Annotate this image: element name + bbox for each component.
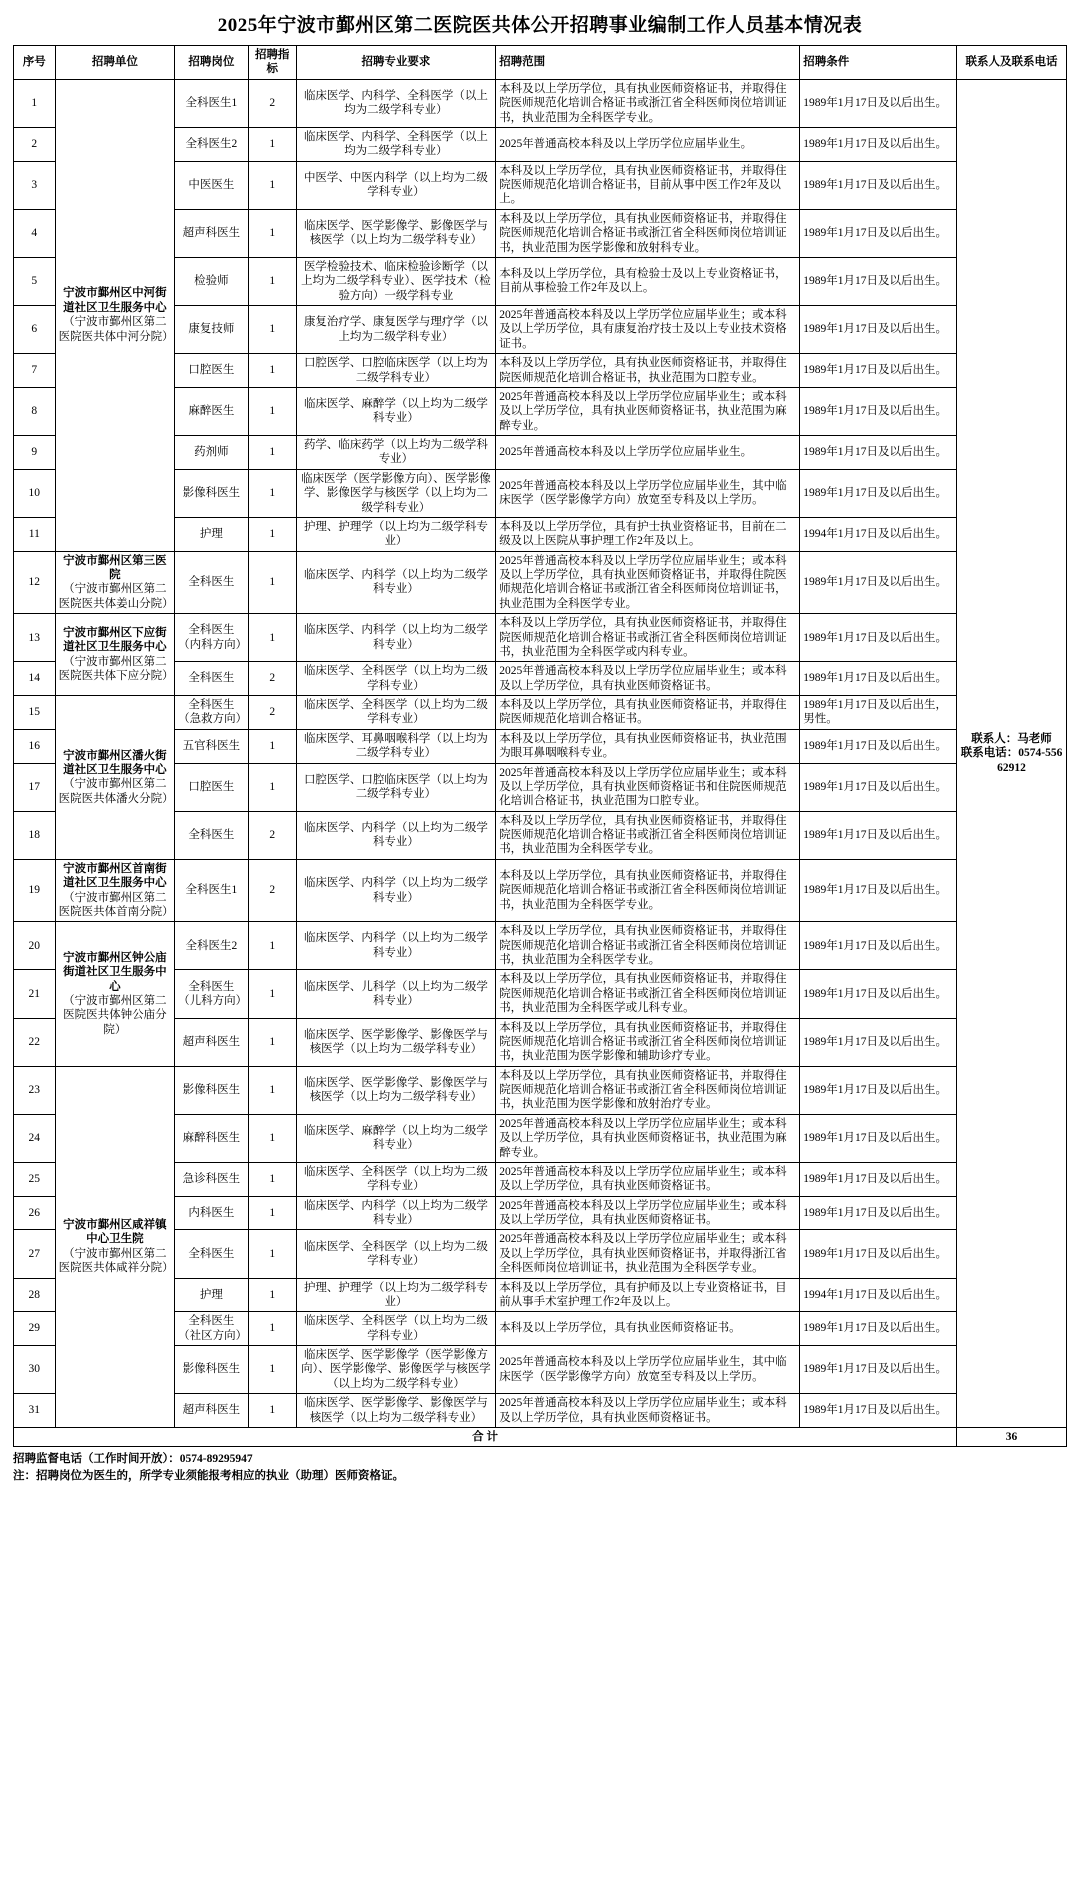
- cell-major: 临床医学、全科医学（以上均为二级学科专业）: [296, 1230, 496, 1278]
- cell-unit: [55, 922, 174, 1066]
- cell-scope: 2025年普通高校本科及以上学历学位应届毕业生；或本科及以上学历学位，具有执业医师资格证书。: [496, 1162, 800, 1196]
- cell-condition: 1989年1月17日及以后出生。: [800, 1018, 957, 1066]
- cell-post: 全科医生1: [175, 859, 249, 922]
- cell-seq: 14: [14, 662, 56, 696]
- cell-seq: 4: [14, 209, 56, 257]
- cell-num: 1: [248, 614, 296, 662]
- cell-seq: 27: [14, 1230, 56, 1278]
- cell-major: 临床医学、内科学（以上均为二级学科专业）: [296, 811, 496, 859]
- contact-line: 联系人：马老师: [971, 732, 1052, 745]
- cell-seq: 3: [14, 161, 56, 209]
- unit-sub-name: （宁波市鄞州区第二医院医共体中河分院）: [58, 316, 174, 343]
- cell-scope: 本科及以上学历学位，具有执业医师资格证书。: [496, 1312, 800, 1346]
- cell-major: 临床医学、儿科学（以上均为二级学科专业）: [296, 970, 496, 1018]
- cell-post: 全科医生2: [175, 127, 249, 161]
- cell-num: 1: [248, 306, 296, 354]
- cell-condition: 1989年1月17日及以后出生。: [800, 1162, 957, 1196]
- cell-scope: 本科及以上学历学位，具有执业医师资格证书，并取得住院医师规范化培训合格证书或浙江省全科医师岗位培训证书，执业范围为全科医学专业。: [496, 859, 800, 922]
- unit-sub-name: （宁波市鄞州区第二医院医共体姜山分院）: [58, 583, 174, 610]
- header-contact: 联系人及联系电话: [957, 46, 1067, 80]
- cell-major: 临床医学、医学影像学、影像医学与核医学（以上均为二级学科专业）: [296, 1066, 496, 1114]
- cell-post: 全科医生: [175, 811, 249, 859]
- cell-seq: 18: [14, 811, 56, 859]
- cell-scope: 本科及以上学历学位，具有执业医师资格证书，并取得住院医师规范化培训合格证书或浙江省全科医师岗位培训证书，执业范围为全科医学或儿科专业。: [496, 970, 800, 1018]
- cell-post: 急诊科医生: [175, 1162, 249, 1196]
- table-row: [14, 551, 1067, 614]
- cell-condition: 1989年1月17日及以后出生。: [800, 436, 957, 470]
- cell-seq: 30: [14, 1346, 56, 1394]
- cell-major: 临床医学、内科学（以上均为二级学科专业）: [296, 859, 496, 922]
- header-row: [14, 46, 1067, 80]
- cell-unit: [55, 696, 174, 860]
- unit-sub-name: （宁波市鄞州区第二医院医共体下应分院）: [58, 655, 174, 682]
- cell-post: 全科医生（急救方向）: [175, 696, 249, 730]
- cell-post: 护理: [175, 517, 249, 551]
- unit-name: 宁波市鄞州区首南街道社区卫生服务中心: [63, 862, 167, 890]
- cell-num: 1: [248, 517, 296, 551]
- cell-num: 2: [248, 859, 296, 922]
- cell-major: 康复治疗学、康复医学与理疗学（以上均为二级学科专业）: [296, 306, 496, 354]
- cell-num: 1: [248, 209, 296, 257]
- table-row: [14, 1066, 1067, 1114]
- cell-scope: 2025年普通高校本科及以上学历学位应届毕业生。: [496, 127, 800, 161]
- cell-major: 临床医学、内科学（以上均为二级学科专业）: [296, 1196, 496, 1230]
- cell-condition: 1989年1月17日及以后出生。: [800, 859, 957, 922]
- cell-post: 检验师: [175, 257, 249, 305]
- cell-num: 1: [248, 1162, 296, 1196]
- cell-post: 全科医生2: [175, 922, 249, 970]
- cell-condition: 1989年1月17日及以后出生。: [800, 614, 957, 662]
- cell-major: 临床医学、医学影像学（医学影像方向）、医学影像学、影像医学与核医学（以上均为二级学科专业）: [296, 1346, 496, 1394]
- cell-seq: 2: [14, 127, 56, 161]
- unit-sub-name: （宁波市鄞州区第二医院医共体潘火分院）: [58, 778, 174, 805]
- cell-scope: 本科及以上学历学位，具有执业医师资格证书，并取得住院医师规范化培训合格证书或浙江省全科医师岗位培训证书，执业范围为医学影像和放射治疗专业。: [496, 1066, 800, 1114]
- cell-scope: 本科及以上学历学位，具有检验士及以上专业资格证书，目前从事检验工作2年及以上。: [496, 257, 800, 305]
- cell-scope: 2025年普通高校本科及以上学历学位应届毕业生，其中临床医学（医学影像学方向）放宽至专科及以上学历。: [496, 469, 800, 517]
- cell-num: 1: [248, 1278, 296, 1312]
- cell-condition: 1989年1月17日及以后出生。: [800, 1066, 957, 1114]
- footnotes: [13, 1451, 1067, 1484]
- cell-seq: 13: [14, 614, 56, 662]
- cell-seq: 8: [14, 387, 56, 435]
- cell-condition: 1989年1月17日及以后出生。: [800, 1346, 957, 1394]
- cell-seq: 24: [14, 1114, 56, 1162]
- cell-num: 2: [248, 662, 296, 696]
- cell-scope: 本科及以上学历学位，具有护师及以上专业资格证书，目前从事手术室护理工作2年及以上。: [496, 1278, 800, 1312]
- cell-major: 口腔医学、口腔临床医学（以上均为二级学科专业）: [296, 354, 496, 388]
- cell-num: 2: [248, 696, 296, 730]
- cell-seq: 16: [14, 729, 56, 763]
- unit-name: 宁波市鄞州区中河街道社区卫生服务中心: [63, 287, 167, 314]
- cell-condition: 1989年1月17日及以后出生。: [800, 209, 957, 257]
- cell-scope: 2025年普通高校本科及以上学历学位应届毕业生；或本科及以上学历学位，具有执业医师资格证书。: [496, 1394, 800, 1428]
- cell-num: 2: [248, 811, 296, 859]
- cell-num: 1: [248, 970, 296, 1018]
- cell-major: 临床医学、医学影像学、影像医学与核医学（以上均为二级学科专业）: [296, 209, 496, 257]
- total-row: [14, 1427, 1067, 1446]
- cell-scope: 2025年普通高校本科及以上学历学位应届毕业生；或本科及以上学历学位，具有康复治疗技士及以上专业技术资格证书。: [496, 306, 800, 354]
- cell-num: 1: [248, 127, 296, 161]
- table-row: [14, 614, 1067, 662]
- cell-post: 超声科医生: [175, 1018, 249, 1066]
- cell-scope: 2025年普通高校本科及以上学历学位应届毕业生；或本科及以上学历学位，具有执业医师资格证书。: [496, 662, 800, 696]
- cell-condition: 1989年1月17日及以后出生。: [800, 763, 957, 811]
- total-value: 36: [957, 1427, 1067, 1446]
- cell-condition: 1989年1月17日及以后出生。: [800, 354, 957, 388]
- table-header: [14, 46, 1067, 80]
- cell-post: 中医医生: [175, 161, 249, 209]
- page-title: 2025年宁波市鄞州区第二医院医共体公开招聘事业编制工作人员基本情况表: [217, 15, 863, 36]
- cell-post: 全科医生1: [175, 79, 249, 127]
- cell-seq: 26: [14, 1196, 56, 1230]
- cell-condition: 1989年1月17日及以后出生。: [800, 1312, 957, 1346]
- cell-seq: 9: [14, 436, 56, 470]
- cell-post: 麻醉科医生: [175, 1114, 249, 1162]
- cell-seq: 20: [14, 922, 56, 970]
- header-major: 招聘专业要求: [296, 46, 496, 80]
- cell-major: 临床医学、内科学（以上均为二级学科专业）: [296, 922, 496, 970]
- cell-post: 全科医生: [175, 662, 249, 696]
- cell-num: 1: [248, 1394, 296, 1428]
- cell-unit: [55, 1066, 174, 1427]
- cell-scope: 2025年普通高校本科及以上学历学位应届毕业生；或本科及以上学历学位，具有执业医师资格证书，并取得浙江省全科医师岗位培训证书，执业范围为全科医学专业。: [496, 1230, 800, 1278]
- cell-major: 临床医学、医学影像学、影像医学与核医学（以上均为二级学科专业）: [296, 1018, 496, 1066]
- cell-condition: 1989年1月17日及以后出生。: [800, 127, 957, 161]
- cell-seq: 6: [14, 306, 56, 354]
- total-label: 合 计: [14, 1427, 957, 1446]
- cell-post: 护理: [175, 1278, 249, 1312]
- cell-condition: 1989年1月17日及以后出生。: [800, 387, 957, 435]
- unit-sub-name: （宁波市鄞州区第二医院医共体咸祥分院）: [58, 1247, 174, 1275]
- header-condition: 招聘条件: [800, 46, 957, 80]
- cell-num: 1: [248, 729, 296, 763]
- table-row: [14, 922, 1067, 970]
- cell-post: 内科医生: [175, 1196, 249, 1230]
- cell-unit: [55, 79, 174, 551]
- unit-name: 宁波市鄞州区第三医院: [63, 554, 167, 581]
- cell-condition: 1994年1月17日及以后出生。: [800, 517, 957, 551]
- cell-major: 临床医学（医学影像方向）、医学影像学、影像医学与核医学（以上均为二级学科专业）: [296, 469, 496, 517]
- cell-seq: 21: [14, 970, 56, 1018]
- cell-condition: 1989年1月17日及以后出生。: [800, 662, 957, 696]
- cell-num: 1: [248, 1196, 296, 1230]
- footnote-supervision-phone: 招聘监督电话（工作时间开放）：0574-89295947: [13, 1453, 253, 1466]
- cell-post: 全科医生（内科方向）: [175, 614, 249, 662]
- cell-num: 2: [248, 79, 296, 127]
- cell-post: 全科医生（儿科方向）: [175, 970, 249, 1018]
- cell-major: 临床医学、全科医学（以上均为二级学科专业）: [296, 1162, 496, 1196]
- cell-unit: [55, 614, 174, 696]
- recruitment-table: [13, 45, 1067, 1447]
- table-row: [14, 859, 1067, 922]
- cell-condition: 1989年1月17日及以后出生。: [800, 161, 957, 209]
- cell-num: 1: [248, 551, 296, 614]
- cell-post: 全科医生: [175, 1230, 249, 1278]
- cell-scope: 本科及以上学历学位，具有执业医师资格证书，并取得住院医师规范化培训合格证书或浙江省全科医师岗位培训证书，执业范围为全科医学或内科专业。: [496, 614, 800, 662]
- cell-num: 1: [248, 1114, 296, 1162]
- cell-scope: 本科及以上学历学位，具有执业医师资格证书，并取得住院医师规范化培训合格证书或浙江省全科医师岗位培训证书，执业范围为全科医学专业。: [496, 811, 800, 859]
- cell-num: 1: [248, 1018, 296, 1066]
- cell-post: 康复技师: [175, 306, 249, 354]
- header-scope: 招聘范围: [496, 46, 800, 80]
- cell-seq: 5: [14, 257, 56, 305]
- cell-major: 临床医学、全科医学（以上均为二级学科专业）: [296, 662, 496, 696]
- cell-seq: 10: [14, 469, 56, 517]
- cell-post: 麻醉医生: [175, 387, 249, 435]
- cell-num: 1: [248, 922, 296, 970]
- table-body: [14, 79, 1067, 1427]
- cell-post: 口腔医生: [175, 354, 249, 388]
- cell-major: 临床医学、耳鼻咽喉科学（以上均为二级学科专业）: [296, 729, 496, 763]
- cell-post: 影像科医生: [175, 1346, 249, 1394]
- cell-seq: 12: [14, 551, 56, 614]
- cell-major: 医学检验技术、临床检验诊断学（以上均为二级学科专业）、医学技术（检验方向）一级学科专业: [296, 257, 496, 305]
- header-seq: 序号: [14, 46, 56, 80]
- cell-seq: 1: [14, 79, 56, 127]
- cell-condition: 1989年1月17日及以后出生。: [800, 1196, 957, 1230]
- cell-scope: 2025年普通高校本科及以上学历学位应届毕业生；或本科及以上学历学位，具有执业医师资格证书和住院医师规范化培训合格证书，执业范围为口腔专业。: [496, 763, 800, 811]
- cell-condition: 1989年1月17日及以后出生。: [800, 79, 957, 127]
- cell-scope: 2025年普通高校本科及以上学历学位应届毕业生，其中临床医学（医学影像学方向）放宽至专科及以上学历。: [496, 1346, 800, 1394]
- footnote-note: 注：招聘岗位为医生的，所学专业须能报考相应的执业（助理）医师资格证。: [13, 1469, 404, 1482]
- cell-seq: 23: [14, 1066, 56, 1114]
- cell-scope: 本科及以上学历学位，具有护士执业资格证书，目前在二级及以上医院从事护理工作2年及以上。: [496, 517, 800, 551]
- unit-sub-name: （宁波市鄞州区第二医院医共体钟公庙分院）: [63, 994, 167, 1036]
- cell-seq: 17: [14, 763, 56, 811]
- contact-line: 联系电话：0574-55662912: [960, 747, 1063, 774]
- unit-sub-name: （宁波市鄞州区第二医院医共体首南分院）: [58, 891, 174, 918]
- cell-major: 临床医学、内科学（以上均为二级学科专业）: [296, 551, 496, 614]
- cell-contact: [957, 79, 1067, 1427]
- cell-major: 护理、护理学（以上均为二级学科专业）: [296, 517, 496, 551]
- cell-condition: 1989年1月17日及以后出生。: [800, 922, 957, 970]
- cell-unit: [55, 551, 174, 614]
- cell-major: 临床医学、内科学（以上均为二级学科专业）: [296, 614, 496, 662]
- cell-condition: 1994年1月17日及以后出生。: [800, 1278, 957, 1312]
- cell-scope: 2025年普通高校本科及以上学历学位应届毕业生；或本科及以上学历学位，具有执业医师资格证书，执业范围为麻醉专业。: [496, 1114, 800, 1162]
- cell-post: 影像科医生: [175, 469, 249, 517]
- cell-post: 全科医生: [175, 551, 249, 614]
- cell-scope: 本科及以上学历学位，具有执业医师资格证书，并取得住院医师规范化培训合格证书。: [496, 696, 800, 730]
- cell-num: 1: [248, 161, 296, 209]
- cell-condition: 1989年1月17日及以后出生。: [800, 551, 957, 614]
- cell-seq: 11: [14, 517, 56, 551]
- cell-num: 1: [248, 354, 296, 388]
- cell-scope: 2025年普通高校本科及以上学历学位应届毕业生。: [496, 436, 800, 470]
- cell-condition: 1989年1月17日及以后出生。: [800, 469, 957, 517]
- cell-scope: 2025年普通高校本科及以上学历学位应届毕业生；或本科及以上学历学位，具有执业医师资格证书，执业范围为麻醉专业。: [496, 387, 800, 435]
- cell-num: 1: [248, 1346, 296, 1394]
- cell-unit: [55, 859, 174, 922]
- cell-major: 临床医学、全科医学（以上均为二级学科专业）: [296, 696, 496, 730]
- cell-major: 临床医学、医学影像学、影像医学与核医学（以上均为二级学科专业）: [296, 1394, 496, 1428]
- cell-num: 1: [248, 257, 296, 305]
- cell-condition: 1989年1月17日及以后出生。: [800, 811, 957, 859]
- header-post: 招聘岗位: [175, 46, 249, 80]
- cell-scope: 本科及以上学历学位，具有执业医师资格证书，执业范围为眼耳鼻咽喉科专业。: [496, 729, 800, 763]
- header-unit: 招聘单位: [55, 46, 174, 80]
- cell-seq: 22: [14, 1018, 56, 1066]
- cell-scope: 本科及以上学历学位，具有执业医师资格证书，并取得住院医师规范化培训合格证书或浙江省全科医师岗位培训证书，执业范围为全科医学专业。: [496, 922, 800, 970]
- cell-scope: 本科及以上学历学位，具有执业医师资格证书，并取得住院医师规范化培训合格证书或浙江省全科医师岗位培训证书，执业范围为全科医学专业。: [496, 79, 800, 127]
- cell-seq: 29: [14, 1312, 56, 1346]
- table-footer: [14, 1427, 1067, 1446]
- unit-name: 宁波市鄞州区潘火街道社区卫生服务中心: [63, 749, 167, 776]
- cell-num: 1: [248, 763, 296, 811]
- cell-major: 临床医学、全科医学（以上均为二级学科专业）: [296, 1312, 496, 1346]
- cell-condition: 1989年1月17日及以后出生。: [800, 729, 957, 763]
- cell-condition: 1989年1月17日及以后出生。: [800, 1230, 957, 1278]
- cell-scope: 本科及以上学历学位，具有执业医师资格证书，并取得住院医师规范化培训合格证书，执业范围为口腔专业。: [496, 354, 800, 388]
- cell-post: 全科医生（社区方向）: [175, 1312, 249, 1346]
- cell-scope: 2025年普通高校本科及以上学历学位应届毕业生；或本科及以上学历学位，具有执业医师资格证书。: [496, 1196, 800, 1230]
- cell-major: 临床医学、内科学、全科医学（以上均为二级学科专业）: [296, 79, 496, 127]
- cell-scope: 2025年普通高校本科及以上学历学位应届毕业生；或本科及以上学历学位，具有执业医师资格证书，并取得住院医师规范化培训合格证书或浙江省全科医师岗位培训证书，执业范围为全科医学专业。: [496, 551, 800, 614]
- cell-major: 口腔医学、口腔临床医学（以上均为二级学科专业）: [296, 763, 496, 811]
- cell-condition: 1989年1月17日及以后出生，男性。: [800, 696, 957, 730]
- cell-seq: 7: [14, 354, 56, 388]
- cell-scope: 本科及以上学历学位，具有执业医师资格证书，并取得住院医师规范化培训合格证书或浙江省全科医师岗位培训证书，执业范围为医学影像和放射科专业。: [496, 209, 800, 257]
- header-num: 招聘指标: [248, 46, 296, 80]
- cell-condition: 1989年1月17日及以后出生。: [800, 257, 957, 305]
- cell-condition: 1989年1月17日及以后出生。: [800, 970, 957, 1018]
- cell-seq: 25: [14, 1162, 56, 1196]
- cell-condition: 1989年1月17日及以后出生。: [800, 306, 957, 354]
- table-row: [14, 79, 1067, 127]
- cell-post: 口腔医生: [175, 763, 249, 811]
- cell-seq: 28: [14, 1278, 56, 1312]
- unit-name: 宁波市鄞州区咸祥镇中心卫生院: [63, 1219, 167, 1246]
- cell-condition: 1989年1月17日及以后出生。: [800, 1114, 957, 1162]
- cell-num: 1: [248, 436, 296, 470]
- cell-post: 超声科医生: [175, 209, 249, 257]
- unit-name: 宁波市鄞州区钟公庙街道社区卫生服务中心: [63, 951, 167, 993]
- cell-major: 临床医学、麻醉学（以上均为二级学科专业）: [296, 1114, 496, 1162]
- cell-major: 临床医学、内科学、全科医学（以上均为二级学科专业）: [296, 127, 496, 161]
- cell-condition: 1989年1月17日及以后出生。: [800, 1394, 957, 1428]
- cell-num: 1: [248, 1230, 296, 1278]
- cell-post: 五官科医生: [175, 729, 249, 763]
- cell-major: 护理、护理学（以上均为二级学科专业）: [296, 1278, 496, 1312]
- cell-seq: 31: [14, 1394, 56, 1428]
- cell-seq: 15: [14, 696, 56, 730]
- cell-post: 药剂师: [175, 436, 249, 470]
- cell-num: 1: [248, 1312, 296, 1346]
- cell-post: 超声科医生: [175, 1394, 249, 1428]
- cell-num: 1: [248, 1066, 296, 1114]
- cell-num: 1: [248, 469, 296, 517]
- cell-num: 1: [248, 387, 296, 435]
- unit-name: 宁波市鄞州区下应街道社区卫生服务中心: [63, 626, 167, 654]
- cell-scope: 本科及以上学历学位，具有执业医师资格证书，并取得住院医师规范化培训合格证书或浙江省全科医师岗位培训证书，执业范围为医学影像和辅助诊疗专业。: [496, 1018, 800, 1066]
- cell-scope: 本科及以上学历学位，具有执业医师资格证书，并取得住院医师规范化培训合格证书，目前从事中医工作2年及以上。: [496, 161, 800, 209]
- cell-major: 药学、临床药学（以上均为二级学科专业）: [296, 436, 496, 470]
- cell-post: 影像科医生: [175, 1066, 249, 1114]
- cell-seq: 19: [14, 859, 56, 922]
- cell-major: 中医学、中医内科学（以上均为二级学科专业）: [296, 161, 496, 209]
- table-row: [14, 696, 1067, 730]
- cell-major: 临床医学、麻醉学（以上均为二级学科专业）: [296, 387, 496, 435]
